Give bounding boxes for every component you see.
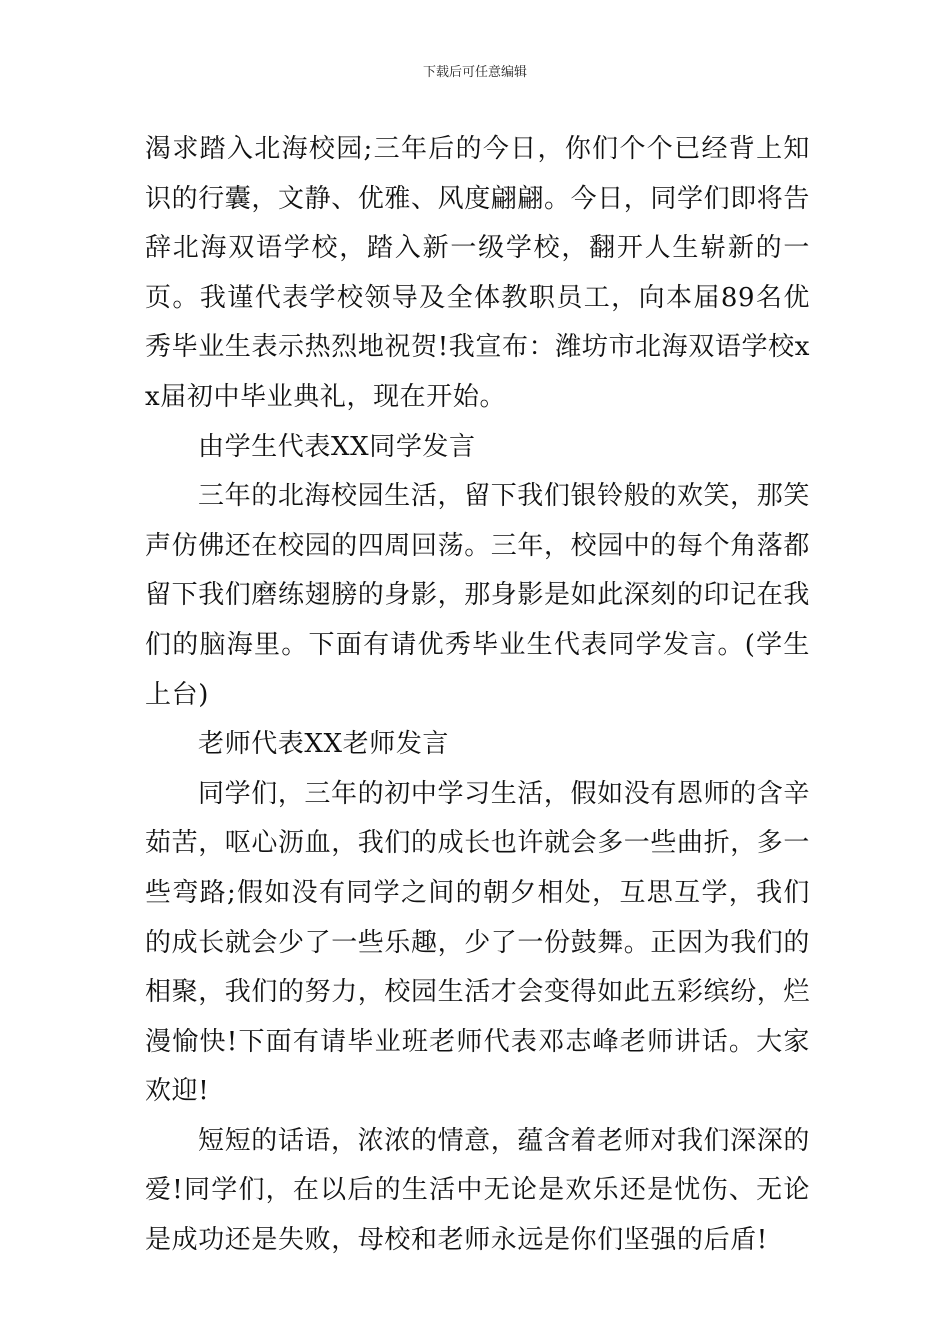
paragraph-student-intro: 三年的北海校园生活，留下我们银铃般的欢笑，那笑声仿佛还在校园的四周回荡。三年，校园中的每个角落都留下我们磨练翅膀的身影，那身影是如此深刻的印记在我们的脑海里。下面有请优秀毕业生代表同学发言。(学生上台) xyxy=(145,481,811,710)
paragraph-teacher-speech-heading: 老师代表XX老师发言 xyxy=(198,729,450,760)
page-header: 下载后可任意编辑 xyxy=(422,65,527,80)
paragraph-teacher-intro: 同学们，三年的初中学习生活，假如没有恩师的含辛茹苦，呕心沥血，我们的成长也许就会多一些曲折，多一些弯路;假如没有同学之间的朝夕相处，互思互学，我们的成长就会少了一些乐趣，少了一份鼓舞。正因为我们的相聚，我们的努力，校园生活才会变得如此五彩缤纷，烂漫愉快!下面有请毕业班老师代表邓志峰老师讲话。大家欢迎! xyxy=(145,778,811,1107)
paragraph-student-speech-heading: 由学生代表XX同学发言 xyxy=(198,431,476,462)
document-body xyxy=(145,125,810,1266)
paragraph-opening-remarks: 渴求踏入北海校园;三年后的今日，你们个个已经背上知识的行囊，文静、优雅、风度翩翩。今日，同学们即将告辞北海双语学校，踏入新一级学校，翻开人生崭新的一页。我谨代表学校领导及全体教职员工，向本届89名优秀毕业生表示热烈地祝贺!我宣布：潍坊市北海双语学校xx届初中毕业典礼，现在开始。 xyxy=(145,134,811,412)
paragraph-closing-remarks: 短短的话语，浓浓的情意，蕴含着老师对我们深深的爱!同学们，在以后的生活中无论是欢乐还是忧伤、无论是成功还是失败，母校和老师永远是你们坚强的后盾! xyxy=(145,1125,810,1256)
